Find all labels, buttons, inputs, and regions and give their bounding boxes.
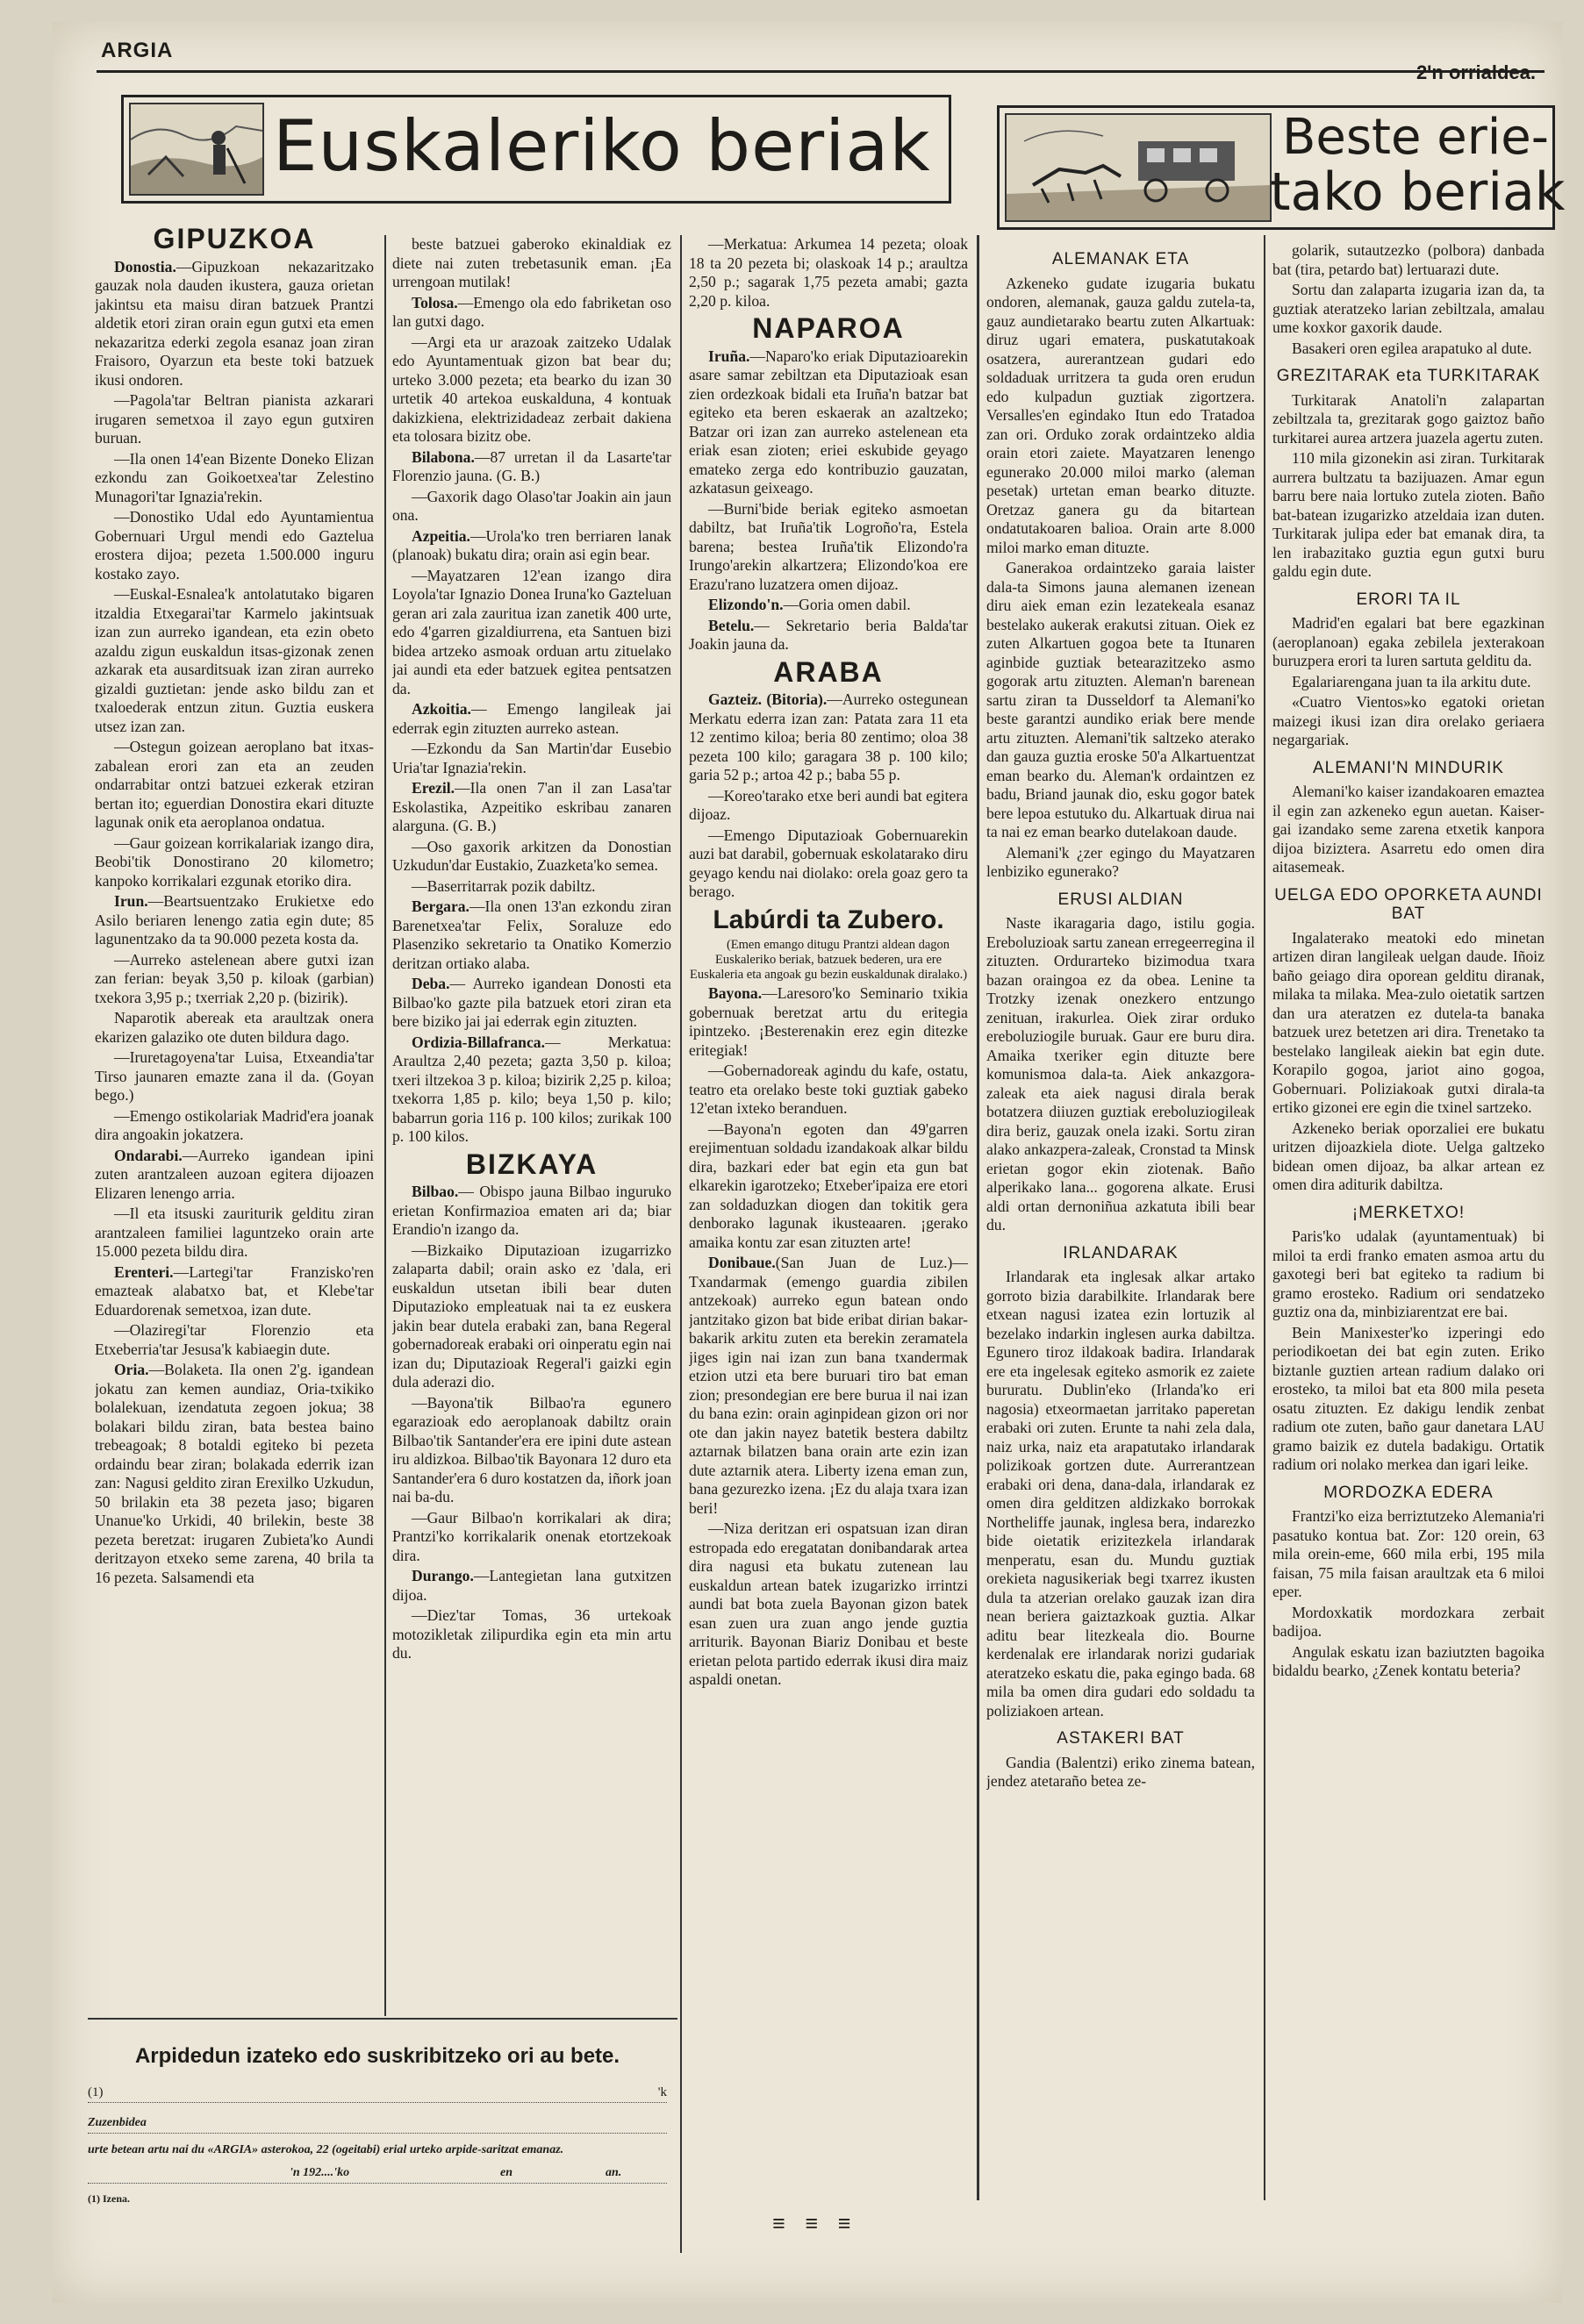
- article-text: Irlandarak eta inglesak alkar artako gorroto bizia darabilkite. Irlandarak bere etxean nagusi izatea ezin lortuzik al bezelako indarkin inglesen aurka dabiltza. Egunero tiroz ildakoak badira. Irlandarak ere eta ingelesak egiteko asmorik ez zaiete bururatu. Dublin'eko (Irlanda'ko eri nagosia) etxeormaetan jarritako paperetan erabaki ori zuten. Erunte ta nahi zela dala, naiz urka, naiz eta arapatutako irlandarak polizikoak gortzen dute. Aurrerantzean erabaki ori dena, dana-dala, irlandarak ez omen dira gelditzen aldizkako borrokak Northeliffe jaunak, inglesa bera, indarezko bide oietatik erizitezkela irlandarak menperatu, esan du. Mundu guztiak orekieta nagusikeriak begi txarrez ikusten dula ta atzerian orelako gauzak izan dira nean beriera gaiztazkoak guztia. Alkar aditu bear litezkeala dio. Bourne kerdenalak ere irlandarak norizi gudariak ateratzeko eskatu die, paka egingo bada. 68 mila ba omen dira gudari edo soldadu ta poliziakoen artean.: [986, 1268, 1255, 1720]
- subscription-form: [88, 2037, 667, 2213]
- article-text: —Bayona'n egoten dan 49'garren erejimentuan soldadu izandakoak alkar bildu dira, bazkari eder bat egin eta gun bat elkarekin igarotzeko; Etxeber'ipaiza ere etori zan soldaduzkan diogen dan tokitik gera denborako lagunak ikusteaaren. ¡gerako amaika kontu zar esan zituzten arte!: [689, 1119, 968, 1251]
- article-text: —Baserritarrak pozik dabiltz.: [412, 876, 596, 895]
- mordozka-articles: [1272, 1507, 1545, 1681]
- article-text: 110 mila gizonekin asi ziran. Turkitarak aurrera bultzatu ta bazijuazen. Amar egun barru bere naia lortuko zutela zioten. Baño bat-batean izugarizko atzeldaia izan duten. Turkitarak julipa eder bat emanak dira, ta len irabazitako guztia egun gutxi buru galdu egin dute.: [1272, 449, 1545, 580]
- article-paragraph: [95, 585, 374, 736]
- article-paragraph: [95, 1147, 374, 1204]
- article-paragraph: [689, 596, 968, 615]
- article-text: Bein Manixester'ko izperingi edo periodikoetan dei bat egin zuten. Eriko biztanle guztien artean radium dalako ori erosteko, ta miloi bat eta 800 mila peseta osatu zituzten. Ez dakigu lendik zenbat radium ote zuten, baño gaur danetara LAU gramo baizik ez dutela badakigu. Ortatik radium ori nolako merkea dan igari leike.: [1272, 1323, 1545, 1473]
- section-heading-bizkaya: BIZKAYA: [465, 1148, 598, 1180]
- article-paragraph: [1272, 1119, 1545, 1195]
- column-naparoa-araba-laburdi: [689, 235, 968, 2200]
- article-text: Alemani'ko kaiser izandakoaren emaztea il egin zan azkeneko egun auetan. Kaiser-gai izandako seme zarena etxetik kanpora dijoa biziztera. Asarretu edo omen dira aitasemeak.: [1272, 783, 1545, 876]
- article-paragraph: [1272, 391, 1545, 448]
- name-field[interactable]: [88, 2081, 667, 2103]
- article-paragraph: [689, 500, 968, 595]
- article-paragraph: [392, 838, 671, 876]
- section-heading-araba: ARABA: [773, 655, 884, 688]
- article-text: Turkitarak Anatoli'n zalapartan zebiltzala ta, grezitarak gogo gaiztoz baño turkitarei aurea artzera juazela agertu zuten.: [1272, 390, 1545, 447]
- date-field-an: an.: [606, 2166, 622, 2179]
- article-text: —Ezkondu da San Martin'dar Eusebio Uria'tar Ignazia'rekin.: [392, 740, 671, 776]
- article-paragraph: [392, 897, 671, 973]
- article-text: Mordoxkatik mordozkara zerbait badijoa.: [1272, 1603, 1545, 1640]
- article-paragraph: [1272, 673, 1545, 692]
- banner-right-title-line2: tako beriak: [1270, 161, 1566, 223]
- article-text: —Goria omen dabil.: [783, 596, 911, 613]
- araba-articles: [689, 690, 968, 902]
- name-field-suffix: 'k: [657, 2085, 667, 2099]
- article-paragraph: [689, 235, 968, 311]
- gipuzkoa-articles: [95, 258, 374, 1588]
- article-paragraph: [95, 258, 374, 390]
- uelga-articles: [1272, 929, 1545, 1195]
- article-paragraph: [392, 235, 671, 292]
- article-text: —Naparo'ko eriak Diputazioarekin asare samar zebiltzan eta Diputazioak esan zien ordezkoak bidali eta Iruña'n batzar bat egiteko eta beren eskaerak an azaltzeko; Batzar ori izan zan aurreko astelenean eta eriak esan zioten; eriei eskubide geyago emateko zerga edo kontribuzio gauzatan, azkatasun geixeago.: [689, 347, 968, 497]
- article-placename: Oria.: [114, 1361, 149, 1378]
- article-placename: Elizondo'n.: [708, 596, 784, 613]
- article-text: —Ila onen 7'an il zan Lasa'tar Eskolastika, Azpeitiko eskribau zanaren alarguna. (G. B.): [392, 779, 671, 834]
- article-text: — Obispo jauna Bilbao inguruko erietan Konfirmazioa ematen ari da; biar Erandio'n izango da.: [392, 1183, 671, 1238]
- subheading-astakeri: ASTAKERI BAT: [1057, 1729, 1185, 1748]
- end-mark: ≡ ≡ ≡: [772, 2211, 858, 2236]
- article-paragraph: [95, 1205, 374, 1262]
- article-paragraph: [986, 559, 1255, 842]
- article-paragraph: [392, 779, 671, 836]
- article-placename: Bilbao.: [412, 1183, 459, 1200]
- article-paragraph: [392, 740, 671, 777]
- article-paragraph: [1272, 281, 1545, 338]
- article-placename: Iruña.: [708, 347, 750, 365]
- article-paragraph: [689, 617, 968, 654]
- article-placename: Donostia.: [114, 257, 176, 275]
- article-text: —Urola'ko tren berriaren lanak (planoak) bukatu dira; orain asi egin bear.: [392, 526, 671, 563]
- article-text: —Burni'bide beriak egiteko asmoetan dabiltz, bat Iruña'tik Logroño'ra, Estela barena; bestea Iruña'tik Elizondo'ra Irungo'arekin alkartzera; Elizondo'koa ere Erazu'rano luzatzera omen dijoaz.: [689, 499, 968, 593]
- banner-right-title-line1: Beste erie-: [1282, 109, 1549, 166]
- column-foreign-news-2: [1272, 241, 1545, 2206]
- article-text: —Emengo ostikolariak Madrid'era joanak dira angoakin jokatzera.: [95, 1106, 374, 1143]
- article-text: —Gaur goizean korrikalariak izango dira, Beobi'tik Donostirano 20 kilometro; kanpoko korrikalari ezgunak etoriko dira.: [95, 833, 374, 890]
- subheading-erusi: ERUSI ALDIAN: [1057, 890, 1184, 909]
- date-field-label: 'n 192....'ko: [290, 2166, 350, 2179]
- subheading-erori: ERORI TA IL: [1356, 590, 1461, 609]
- article-text: — Emengo langileak jai ederrak egin zituzten aurreko astean.: [392, 700, 671, 737]
- article-text: —Gaxorik dago Olaso'tar Joakin ain jaun ona.: [392, 487, 671, 524]
- article-text: —Diez'tar Tomas, 36 urtekoak motozikletak zilipurdika egin eta min artu du.: [392, 1606, 671, 1662]
- article-paragraph: [392, 877, 671, 897]
- bizkaya-articles: [392, 1183, 671, 1663]
- article-paragraph: [95, 391, 374, 448]
- article-paragraph: [95, 1263, 374, 1320]
- article-paragraph: [986, 914, 1255, 1235]
- article-placename: Bayona.: [708, 984, 763, 1002]
- article-paragraph: [392, 527, 671, 565]
- subheading-uelga: UELGA EDO OPORKETA AUNDI BAT: [1274, 885, 1543, 923]
- article-paragraph: [689, 1520, 968, 1690]
- article-paragraph: [986, 1268, 1255, 1720]
- article-text: —Oso gaxorik arkitzen da Donostian Uzkudun'dar Eustakio, Zuazketa'ko semea.: [392, 837, 671, 874]
- banner-beste-erietako: [997, 105, 1566, 230]
- article-paragraph: [392, 1567, 671, 1605]
- article-text: —Laresoro'ko Seminario txikia gobernuak beretzat artu du eritegia ipintzeko. ¡Besterenakin erez egin ditezke eritegiak!: [689, 984, 968, 1059]
- article-text: Naste ikaragaria dago, istilu gogia. Ereboluzioak sartu zanean erregeerregina il zituzten. Ordurarteko bizimodua txara bazan oraingoa ez da obea. Lenine ta Trotzky izenak onezkero entzungo zenituan, irakurlea. Oiek zirar orduko ereboluziogile buruak. Gaur ere buru dira. Amaika txeriker egin dituzte bere komunismoa dala-ta. Aiek ankazgora-zaleak eta aiek nagusi dirala berak botatzera diiuzen guztiak ereboluziogileak dira beriz, gauzak onela izaki. Sortu ziran alako ankazpera-zaleak, Cronstad ta Minsk erietan gogor ekin ziotenak. Baño alperikako lana... gogorena alkate. Erusi aldi ortan dernoniñua azkatuta ibili bear du.: [986, 914, 1255, 1234]
- article-paragraph: [1272, 340, 1545, 359]
- astakeri-articles-cont: [1272, 241, 1545, 358]
- column-rule: [680, 235, 682, 2253]
- article-text: —Koreo'tarako etxe beri aundi bat egitera dijoaz.: [689, 786, 968, 823]
- article-paragraph: [689, 1254, 968, 1518]
- article-text: —Lartegi'tar Franzisko'ren emazteak alabatxo bat, et Klebe'tar Eduardorenak semetxoa, izan dute.: [95, 1262, 374, 1319]
- article-paragraph: [689, 1062, 968, 1119]
- article-text: —Mayatzaren 12'ean izango dira Loyola'tar Ignazio Donea Iruna'ko Gazteluan geran ari zala zauritua izan zanetik 400 urte, edo 4'garren gizaldiurrena, eta Santuen bizi bidea artzeko asmoak orduan artu zituelako jai aundi eta eder batzuek egitea pentsatzen da.: [392, 566, 671, 697]
- farmer-illustration-icon: [131, 104, 262, 196]
- article-paragraph: [689, 347, 968, 498]
- form-title: Arpidedun izateko edo suskribitzeko ori au bete.: [134, 2044, 620, 2068]
- article-text: —Gaur Bilbao'n korrikalari ak dira; Prantzi'ko korrikalarik onenak etortzekoak dira.: [392, 1508, 671, 1564]
- article-paragraph: [95, 1361, 374, 1587]
- article-paragraph: [392, 1241, 671, 1392]
- column-rule: [384, 235, 386, 2016]
- article-paragraph: [392, 1509, 671, 1566]
- article-paragraph: [392, 1033, 671, 1147]
- astakeri-articles: [986, 1754, 1255, 1791]
- article-paragraph: [392, 975, 671, 1032]
- article-text: Azkeneko beriak oporzaliei ere bukatu uritzen dijoazkiela diote. Uelga galtzeko bidean omen dijoaz, ba alkar artean ez omen dira aditurik dabiltza.: [1272, 1119, 1545, 1193]
- article-paragraph: [95, 738, 374, 833]
- column-gipuzkoa: [95, 221, 374, 2015]
- article-text: —Niza deritzan eri ospatsuan izan diran estropada edo eregatatan donibandarak artea dira nagusi eta bukatu zutenean lau euskaldun artean batek izugarizko irrintzi aundi bat bota zuela Bayonan gizon batek esan zuen ura zuan ango jende guztia arriturik. Bayonan Biariz Donibau et beste erietan pelota partido ederrak ikusi dira maiz aspaldi onetan.: [689, 1520, 968, 1688]
- article-paragraph: [1272, 929, 1545, 1118]
- gipuzkoa-articles-cont: [392, 235, 671, 1147]
- page-number: 2'n orrialdea.: [1416, 61, 1536, 83]
- article-paragraph: [1272, 1324, 1545, 1475]
- subheading-alemanak: ALEMANAK ETA: [1051, 250, 1190, 268]
- article-text: — Sekretario beria Balda'tar Joakin jauna da.: [689, 616, 968, 653]
- banner-illustration: [129, 103, 264, 196]
- article-text: —Bayona'tik Bilbao'ra egunero egarazioak edo aeroplanoak dabiltz orain Bilbao'tik Santander'era ere ipini dute astean iru aldizkoa. Bilbao'tik Bayonara 12 duro eta Santander'era 6 duro kostatzen da, iñork joan nai ba-du.: [392, 1393, 671, 1505]
- article-text: —Aurreko ostegunean Merkatu ederra izan zan: Patata zara 11 eta 12 zentimo kiloa; beria 80 zentimo; oloa 38 pezeta 100 kilo; garagara 38 p. 100 kilo; garia 52 p.; artoa 42 p.; baba 55 p.: [689, 690, 968, 783]
- article-text: (San Juan de Luz.)— Txandarmak (emengo guardia zibilen antzekoak) aurreko egun batean ondo jantzitako gizon bat bide eribat dirian bakar-bakarik arkitu zuten eta berekin zeramatela jiges igin nai izan zun bana txandermak etzion utzi eta bere buruari tiro bat eman zion; presondegian ere bere burua il nai izan du bana ezin: orain aginpidean gizon ori nor ote dan jakin nayez batetik bestera dabiltz aztarnak bilatzen bana orain arte ezin izan dute aztarnik atera. Liberty izena eman zun, bana gezurezko izena. ¡Ez du alaja txara izan beri!: [689, 1254, 968, 1517]
- article-placename: Deba.: [412, 975, 450, 992]
- article-paragraph: [1272, 693, 1545, 750]
- article-text: Ganerakoa ordaintzeko garaia laister dala-ta Simons jauna alemanen izenean diru aiek eman ezin lezatekeala esanaz bestelako aukerak erakutsi zituan. Oiek ez zuten Alkartuen gogoa bete ta Itunaren aginbide guztiak betearazitzeko asmo gogorak artu zituzten. Aleman'n barenean sartu ziran ta Dusseldorf ta Alemani'ko beste garantzi aundiko eriak bere mende artu zituzten. Alemani'tik saltzeko aterako dan gauza guztia eroske 50'a Alkartuentzat eman bearko du. Aleman'k ordaintzen ez badu, Briand jaunak dio, esku gogor batek bere lepoa estutuko du. Alkartuak dirua nai ta nai ez eman bearko dutelakoan daude.: [986, 559, 1255, 840]
- article-paragraph: [95, 508, 374, 583]
- section-heading-gipuzkoa: GIPUZKOA: [153, 223, 316, 254]
- article-paragraph: [392, 1394, 671, 1507]
- article-placename: Azpeitia.: [412, 526, 470, 545]
- article-paragraph: [689, 690, 968, 785]
- article-paragraph: [1272, 783, 1545, 877]
- article-text: —Ila onen 13'an ezkondu ziran Barenetxea'tar Felix, Soraluze edo Plasenziko sekretario ta Onatiko Komerzio deritzan ortiako alaba.: [392, 897, 671, 972]
- article-text: —Ostegun goizean aeroplano bat itxas-zabalean erori zan eta an zeuden ondarrabitar ontzi batzuei ezkerak etziran bertan ito; eguerdian Donostira ekari dituzte lagunak onik eta aeroplanoa ondatua.: [95, 738, 374, 831]
- article-paragraph: [1272, 449, 1545, 582]
- article-text: —Beartsuentzako Erukietxe edo Asilo beriaren lenengo zatia egin dute; 85 lagunentzako da ta 90.000 pezeta kosta da.: [95, 892, 374, 947]
- article-paragraph: [392, 294, 671, 332]
- article-paragraph: [1272, 241, 1545, 279]
- name-field-marker: (1): [88, 2085, 104, 2099]
- article-text: —Pagola'tar Beltran pianista azkarari irugaren semetxoa il zayo egun gutxiren buruan.: [95, 391, 374, 447]
- laburdi-articles: [689, 984, 968, 1690]
- article-paragraph: [392, 567, 671, 699]
- stagecoach-illustration-icon: [1007, 115, 1270, 220]
- article-text: Sortu dan zalaparta izugaria izan da, ta guztiak ateratzeko larian zebiltzala, amalau ume koxkor gaxorik daude.: [1272, 281, 1545, 336]
- article-paragraph: [689, 787, 968, 825]
- alemanak-articles: [986, 275, 1255, 882]
- article-text: Angulak eskatu izan baziutzten bagoika bidaldu bearko, ¿Zenek kontatu beteria?: [1272, 1642, 1545, 1679]
- column-rule: [977, 235, 979, 2200]
- article-placename: Ondarabi.: [114, 1146, 183, 1164]
- article-text: —Il eta itsuski zauriturik gelditu ziran arantzaleen familiei laguntzeko orain arte 15.000 pezeta bildu dira.: [95, 1205, 374, 1260]
- article-text: Azkeneko gudate izugaria bukatu ondoren, alemanak, gauza galdu zutela-ta, gauz aundietarako beartu zuten Alkartuak: diruz ugari ematera, puskatutakoak osatzera, aurerantzean gudari edo soldaduak urritzera ta guda oren erudun edo kulpadun guztiak zigortzera. Versalles'en egindako Itun edo Tratadoa zan ori. Orduko zorak ordaintzeko aldia orain etori zaiete. Mayatzaren lenengo egunerako 20.000 miloi marko (aleman pesetak) urtetan eman bearko dituzte. Oretzaz ganera gu da bitartean ondatutakoaren balioa. Orain arte 8.000 miloi marko eman dituzte.: [986, 274, 1255, 556]
- article-text: Naparotik abereak eta araultzak onera ekarizen galaziko ote duten bildura dago.: [95, 1009, 374, 1046]
- form-footnote: (1) Izena.: [88, 2192, 130, 2205]
- column-gipuzkoa-bizkaya: [392, 235, 671, 2020]
- column-foreign-news-1: [986, 241, 1255, 2206]
- article-text: —Gobernadoreak agindu du kafe, ostatu, teatro eta orelako beste toki guztiak gabeko 12'etan ixteko beranduen.: [689, 1062, 968, 1117]
- article-paragraph: [392, 333, 671, 447]
- article-text: — Merkatua: Araultza 2,40 pezeta; gazta 3,50 p. kiloa; txeri iltzekoa 3 p. kiloa; bizirik 2,25 p. kiloa; txekorra 1,85 p. kilo; beya 1,50 p. kilo; babarrun goria 116 p. 100 kilos; zurikak 100 p. 100 kilos.: [392, 1033, 671, 1145]
- article-paragraph: [1272, 1604, 1545, 1641]
- banner-euskaleriko: [121, 95, 951, 204]
- article-placename: Irun.: [114, 892, 148, 910]
- article-paragraph: [95, 892, 374, 949]
- article-text: —Lantegietan lana gutxitzen dijoa.: [392, 1567, 671, 1604]
- page-header: [97, 35, 1545, 83]
- article-paragraph: [95, 1107, 374, 1145]
- form-instructions: urte betean artu nai du «ARGIA» asterokoa, 22 (ogeitabi) erial urteko arpide-saritzat emanaz.: [88, 2143, 564, 2156]
- article-text: «Cuatro Vientos»ko egatoki orietan maizegi ikusi izan dira orelako geriaera negargariak.: [1272, 693, 1545, 748]
- article-text: —Bolaketa. Ila onen 2'g. igandean jokatu zan kemen aundiaz, Oria-txikiko bolalekuan, izendatuta zegoen jokua; 38 bolakari bildu ziran, bata bestea baino trebeagoak; 8 botaldi egiteko bi pezeta ordaindu bear ziran; bolakada ederrik izan zan: Nagusi geldito ziran Erexilko Uzkudun, 50 brilakin eta 38 pezeta jaso; bigaren Unanue'ko Urkidi, 40 brilekin, beste 38 pezeta beretzat: irugaren Zubieta'ko Aundi deritzayon etxeko seme zarena, 40 brila ta 16 pezeta. Salsamendi eta: [95, 1361, 374, 1586]
- article-text: —Iruretagoyena'tar Luisa, Etxeandia'tar Tirso jaunaren emazte zana il da. (Goyan bego.): [95, 1048, 374, 1104]
- subheading-alemani-mindurik: ALEMANI'N MINDURIK: [1313, 758, 1504, 777]
- article-text: —Argi eta ur arazoak zaitzeko Udalak edo Ayuntamentuak gizon bat bear du; urteko 3.000 pezeta; eta bearko du izan 30 urtetik 40 artekoa euskalduna, 4 kontuak dakizkiena, elektrizidadeaz zerbait dakiena eta tolosara bizitz obe.: [392, 333, 671, 445]
- article-text: Basakeri oren egilea arapatuko al dute.: [1292, 339, 1532, 357]
- banner-left-title: Euskaleriko beriak: [273, 105, 931, 187]
- article-text: Gandia (Balentzi) eriko zinema batean, jendez atetaraño betea ze-: [986, 1753, 1255, 1790]
- article-text: golarik, sutautzezko (polbora) danbada bat (tira, petardo bat) lertuarazi dute.: [1272, 241, 1545, 278]
- article-paragraph: [392, 1183, 671, 1240]
- naparoa-articles: [689, 347, 968, 654]
- article-placename: Bilabona.: [412, 447, 475, 466]
- article-text: —Ila onen 14'ean Bizente Doneko Elizan ezkondu zan Goikoetxea'tar Zelestino Munagori'tar Ignazia'rekin.: [95, 449, 374, 505]
- article-text: —Merkatua: Arkumea 14 pezeta; oloak 18 ta 20 pezeta bi; olaskoak 14 p.; araultza 2,50 p.; sagarak 1,75 pezeta amabi; gazta 2,20 p. kiloa.: [689, 235, 968, 310]
- article-paragraph: [95, 834, 374, 891]
- article-text: Alemani'k ¿zer egingo du Mayatzaren lenbiziko egunerako?: [986, 843, 1255, 880]
- subheading-grezitarak: GREZITARAK eta TURKITARAK: [1276, 367, 1541, 385]
- article-paragraph: [95, 951, 374, 1008]
- gipuzkoa-articles-end: [689, 235, 968, 311]
- article-text: —Emengo ola edo fabriketan oso lan gutxi dago.: [392, 293, 671, 330]
- date-field[interactable]: [88, 2162, 667, 2184]
- address-field[interactable]: [88, 2112, 667, 2134]
- article-paragraph: [1272, 1643, 1545, 1681]
- article-text: —Gipuzkoan nekazaritzako gauzak nola dauden ikustera, gauza orietan jakintsu eta maisu diran batzuek Prantzi aldetik etori ziran orain egun gutxi eta emen nekazaritza ederki zegola esanaz joan ziran Fraisoro, Oyarzun eta beste toki batzuek ikusi ondoren.: [95, 257, 374, 389]
- paper-name: ARGIA: [101, 39, 174, 62]
- article-paragraph: [95, 1321, 374, 1359]
- subheading-irlandarak: IRLANDARAK: [1063, 1243, 1179, 1262]
- article-paragraph: [689, 984, 968, 1060]
- article-paragraph: [689, 1120, 968, 1253]
- article-paragraph: [1272, 614, 1545, 671]
- article-text: —Olaziregi'tar Florenzio eta Etxeberria'tar Jesusa'k kabiaegin dute.: [95, 1321, 374, 1358]
- article-placename: Betelu.: [708, 616, 755, 634]
- subheading-merketxo: ¡MERKETXO!: [1351, 1203, 1466, 1222]
- article-text: beste batzuei gaberoko ekinaldiak ez diete nai zuten trebetasunik eman. ¡Ea urrengoan mutilak!: [392, 235, 671, 290]
- article-paragraph: [95, 450, 374, 507]
- article-paragraph: [1272, 1507, 1545, 1602]
- article-text: —Donostiko Udal edo Ayuntamientua Gobernuari Urgul mendi edo Gaztelua erostera dijoa; pezeta 1.500.000 inguru kostako zayo.: [95, 508, 374, 583]
- article-placename: Durango.: [412, 1567, 474, 1584]
- merketxo-articles: [1272, 1227, 1545, 1475]
- article-paragraph: [95, 1009, 374, 1047]
- article-text: —Emengo Diputazioak Gobernuarekin auzi bat darabil, gobernuak eskolatarako diru geyago kendu nai diolako: orela goaz gero ta berago.: [689, 826, 968, 900]
- subheading-mordozka: MORDOZKA EDERA: [1323, 1483, 1494, 1502]
- article-paragraph: [986, 1754, 1255, 1791]
- article-paragraph: [392, 1606, 671, 1663]
- article-placename: Gazteiz. (Bitoria).: [708, 690, 828, 708]
- article-placename: Erenteri.: [114, 1262, 174, 1281]
- article-text: —Euskal-Esnalea'k antolatutako bigaren itzaldia Etxegarai'tar Karmelo jakintsuak izan zun aurreko igandean, eta ezin obeto azaldu zigun euskaldun itsas-gizonak zenen azkarak eta ausarditsuak izan ziran aurreko gizaldi guztietan: jende asko bildu zan et txaloederak entzun zitun. Guztia euskera utsez izan zan.: [95, 585, 374, 735]
- irlandarak-articles: [986, 1268, 1255, 1720]
- article-paragraph: [1272, 1227, 1545, 1322]
- article-text: —Aurreko astelenean abere gutxi izan zan ferian: beyak 3,50 p. kiloak (garbian) txekora 3,95 p.; txerriak 2,20 p. (bizirik).: [95, 950, 374, 1006]
- article-placename: Tolosa.: [412, 293, 458, 311]
- erori-articles: [1272, 614, 1545, 750]
- grezitarak-articles: [1272, 391, 1545, 582]
- erusi-articles: [986, 914, 1255, 1235]
- column-rule: [1264, 235, 1265, 2200]
- article-paragraph: [986, 275, 1255, 558]
- article-text: —87 urretan il da Lasarte'tar Florenzio jauna. (G. B.): [392, 447, 671, 484]
- article-placename: Ordizia-Billafranca.: [412, 1033, 545, 1051]
- article-paragraph: [392, 700, 671, 738]
- article-paragraph: [689, 826, 968, 902]
- alemani-mindurik-articles: [1272, 783, 1545, 877]
- article-text: —Aurreko igandean ipini zuten arantzaleen auzoan egitera dijoazen Elizaren lenengo arria.: [95, 1146, 374, 1202]
- banner-illustration-stagecoach: [1005, 113, 1272, 222]
- laburdi-note: (Emen emango ditugu Prantzi aldean dagon Euskaleriko beriak, batzuek bederen, ura ere Euskaleria eta angoak gu bezin euskaldunak diralako.): [689, 938, 968, 982]
- article-placename: Erezil.: [412, 779, 455, 797]
- address-field-label: Zuzenbidea: [88, 2116, 147, 2129]
- section-heading-naparoa: NAPAROA: [752, 312, 905, 344]
- article-placename: Donibaue.: [708, 1254, 776, 1271]
- article-text: Ingalaterako meatoki edo minetan artizen diran langileak uelgan daude. Iñoiz baño geiago dira oporean gelditu diranak, milaka ta milaka. Mea-zulo oietatik sartzen dan ura ateratzen ez dutela-ta banaka batzuek urez betetzen ari dira. Trenetako ta bestelako langileak aiekin bat egin dute. Korapilo gogoa, jariot aino gogoa, Gobernuari. Poliziakoak gutxi dirala-ta ertiko gizonei ere egin die txinel sartzeko.: [1272, 928, 1545, 1116]
- article-paragraph: [95, 1048, 374, 1105]
- article-text: —Bizkaiko Diputazioan izugarrizko zalaparta dabil; orain asko ez 'dala, eri euskaldun utsetan ibili bear duten Diputazioko empleatuak nai ta ez euskera jakin bear dutela erabaki zan, bana Regeral gobernadoreak erabaki ori oinperatu egin nai izan du; Diputazioak Regeral'i gaizki egin dula aderazi dio.: [392, 1241, 671, 1391]
- article-text: Paris'ko udalak (ayuntamentuak) bi miloi ta erdi franko ematen asmoa artu du gaxotegi beri bat egiteko ta radium bi gramo erosteko. Radium ori sendatzeko guztiz ona da, minbiziarentzat ere bai.: [1272, 1227, 1545, 1320]
- article-paragraph: [392, 488, 671, 526]
- date-field-en: en: [500, 2166, 512, 2179]
- article-text: Madrid'en egalari bat bere egazkinan (aeroplanoan) egaka zebilela jexterakoan buruzpera erori ta luren sartuta gelditu da.: [1272, 614, 1545, 669]
- article-placename: Bergara.: [412, 897, 469, 915]
- article-paragraph: [392, 448, 671, 486]
- article-text: Frantzi'ko eiza berriztutzeko Alemania'ri pasatuko kontua bat. Zor: 120 orein, 63 mila orein-eme, 660 mila erbi, 195 mila faisan, 75 mila faisan araultzak eta 6 miloi eper.: [1272, 1507, 1545, 1600]
- article-text: — Aurreko igandean Donosti eta Bilbao'ko gazte pila batzuek etori ziran eta bere biziko jai jai ederrak egin zituzten.: [392, 975, 671, 1030]
- article-text: Egalariarengana juan ta ila arkitu dute.: [1292, 672, 1531, 690]
- article-paragraph: [986, 844, 1255, 882]
- section-heading-laburdi-zubero: Labúrdi ta Zubero.: [713, 905, 944, 934]
- article-placename: Azkoitia.: [412, 700, 471, 718]
